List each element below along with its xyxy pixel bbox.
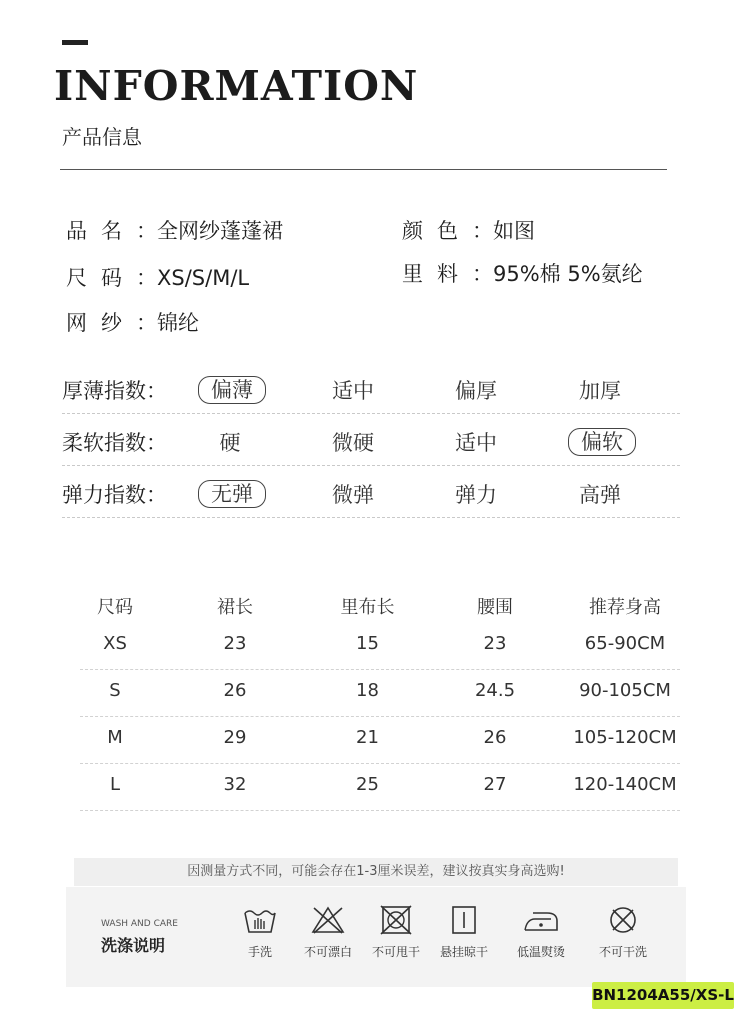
softness-option: 微硬: [332, 431, 374, 455]
care-title-cn: 洗涤说明: [101, 936, 166, 955]
elasticity-option: 微弹: [332, 483, 374, 507]
elasticity-option: 高弹: [579, 483, 621, 507]
care-label: 不可干洗: [598, 945, 647, 959]
info-mesh-colon: ：: [136, 311, 157, 335]
table-cell: 26: [223, 680, 247, 701]
softness-option: 适中: [455, 431, 497, 455]
wash-care-panel: [66, 887, 686, 987]
info-color-label: 颜色: [402, 219, 472, 243]
hand-wash-icon: [242, 905, 278, 935]
care-item-no-dry-clean: [587, 905, 659, 960]
softness-option-selected: 偏软: [568, 428, 636, 456]
info-lining: [402, 258, 643, 288]
softness-index-label: 柔软指数：: [62, 431, 167, 455]
table-cell: L: [109, 774, 121, 795]
info-size-colon: ：: [136, 266, 157, 290]
table-cell: 15: [356, 633, 379, 654]
table-cell: 120-140CM: [573, 774, 677, 795]
no-spin-dry-icon: [378, 905, 414, 935]
care-item-no-spin-dry: [360, 905, 432, 960]
no-dry-clean-icon: [605, 905, 641, 935]
info-mesh: [66, 307, 199, 337]
table-row: [80, 623, 680, 670]
size-table: [80, 585, 680, 811]
elasticity-index-label: 弹力指数：: [62, 483, 167, 507]
elasticity-option: 弹力: [455, 483, 497, 507]
care-label: 手洗: [247, 945, 272, 959]
info-lining-label: 里料: [402, 262, 472, 286]
table-cell: XS: [103, 633, 127, 654]
info-mesh-value: 锦纶: [157, 311, 199, 335]
header-cell-size: 尺码: [97, 597, 133, 618]
info-color-value: 如图: [493, 219, 535, 243]
header-cell-waist: 腰围: [477, 597, 513, 618]
low-iron-icon: [521, 905, 561, 935]
table-cell: 21: [356, 727, 379, 748]
info-name-colon: ：: [136, 219, 157, 243]
info-name-value: 全网纱蓬蓬裙: [157, 219, 283, 243]
table-cell: 23: [223, 633, 247, 654]
table-cell: 27: [483, 774, 507, 795]
page-subtitle: 产品信息: [62, 125, 142, 149]
table-cell: 90-105CM: [579, 680, 671, 701]
no-bleach-icon: [310, 905, 346, 935]
header-cell-skirt-length: 裙长: [217, 597, 253, 618]
table-cell: 25: [356, 774, 379, 795]
softness-index-row: [62, 421, 680, 466]
table-row: [80, 764, 680, 811]
thickness-option-selected: 偏薄: [198, 376, 266, 404]
elasticity-option-selected: 无弹: [198, 480, 266, 508]
table-cell: 29: [223, 727, 247, 748]
table-cell: 26: [483, 727, 507, 748]
care-label: 不可甩干: [371, 945, 420, 959]
table-cell: 32: [223, 774, 247, 795]
info-color-colon: ：: [472, 219, 493, 243]
info-size-value: XS/S/M/L: [157, 266, 250, 290]
header-divider: [60, 169, 667, 170]
title-accent-bar: [62, 40, 88, 45]
thickness-index-row: [62, 369, 680, 414]
page-title: INFORMATION: [54, 62, 419, 110]
thickness-option: 适中: [332, 379, 374, 403]
info-mesh-label: 网纱: [66, 311, 136, 335]
info-lining-value: 95%棉 5%氨纶: [493, 262, 643, 286]
table-cell: 24.5: [474, 680, 516, 701]
care-title-en: WASH AND CARE: [101, 919, 178, 929]
table-cell: 18: [356, 680, 379, 701]
care-item-low-iron: [505, 905, 577, 960]
table-cell: M: [107, 727, 123, 748]
table-cell: S: [109, 680, 121, 701]
hang-dry-icon: [446, 905, 482, 935]
thickness-index-label: 厚薄指数：: [62, 379, 167, 403]
info-lining-colon: ：: [472, 262, 493, 286]
measurement-notice: 因测量方式不同，可能会存在1-3厘米误差，建议按真实身高选购!: [74, 858, 678, 886]
care-item-no-bleach: [292, 905, 364, 960]
size-table-header: [80, 585, 680, 623]
table-cell: 105-120CM: [573, 727, 677, 748]
table-row: [80, 717, 680, 764]
softness-option: 硬: [219, 431, 241, 455]
info-color: [402, 215, 535, 245]
thickness-option: 偏厚: [455, 379, 497, 403]
care-label: 悬挂晾干: [439, 945, 488, 959]
header-cell-lining-length: 里布长: [340, 597, 395, 618]
care-label: 不可漂白: [303, 945, 352, 959]
table-row: [80, 670, 680, 717]
care-label: 低温熨烫: [516, 945, 565, 959]
care-item-hang-dry: [428, 905, 500, 960]
header-cell-height: 推荐身高: [589, 597, 661, 618]
table-cell: 65-90CM: [584, 633, 666, 654]
table-cell: 23: [483, 633, 507, 654]
info-name-label: 品名: [66, 219, 136, 243]
product-code-badge: BN1204A55/XS-L: [592, 982, 734, 1009]
info-size: [66, 262, 249, 292]
thickness-option: 加厚: [579, 379, 621, 403]
care-item-hand-wash: [224, 905, 296, 960]
info-name: [66, 215, 283, 245]
info-size-label: 尺码: [66, 266, 136, 290]
elasticity-index-row: [62, 473, 680, 518]
